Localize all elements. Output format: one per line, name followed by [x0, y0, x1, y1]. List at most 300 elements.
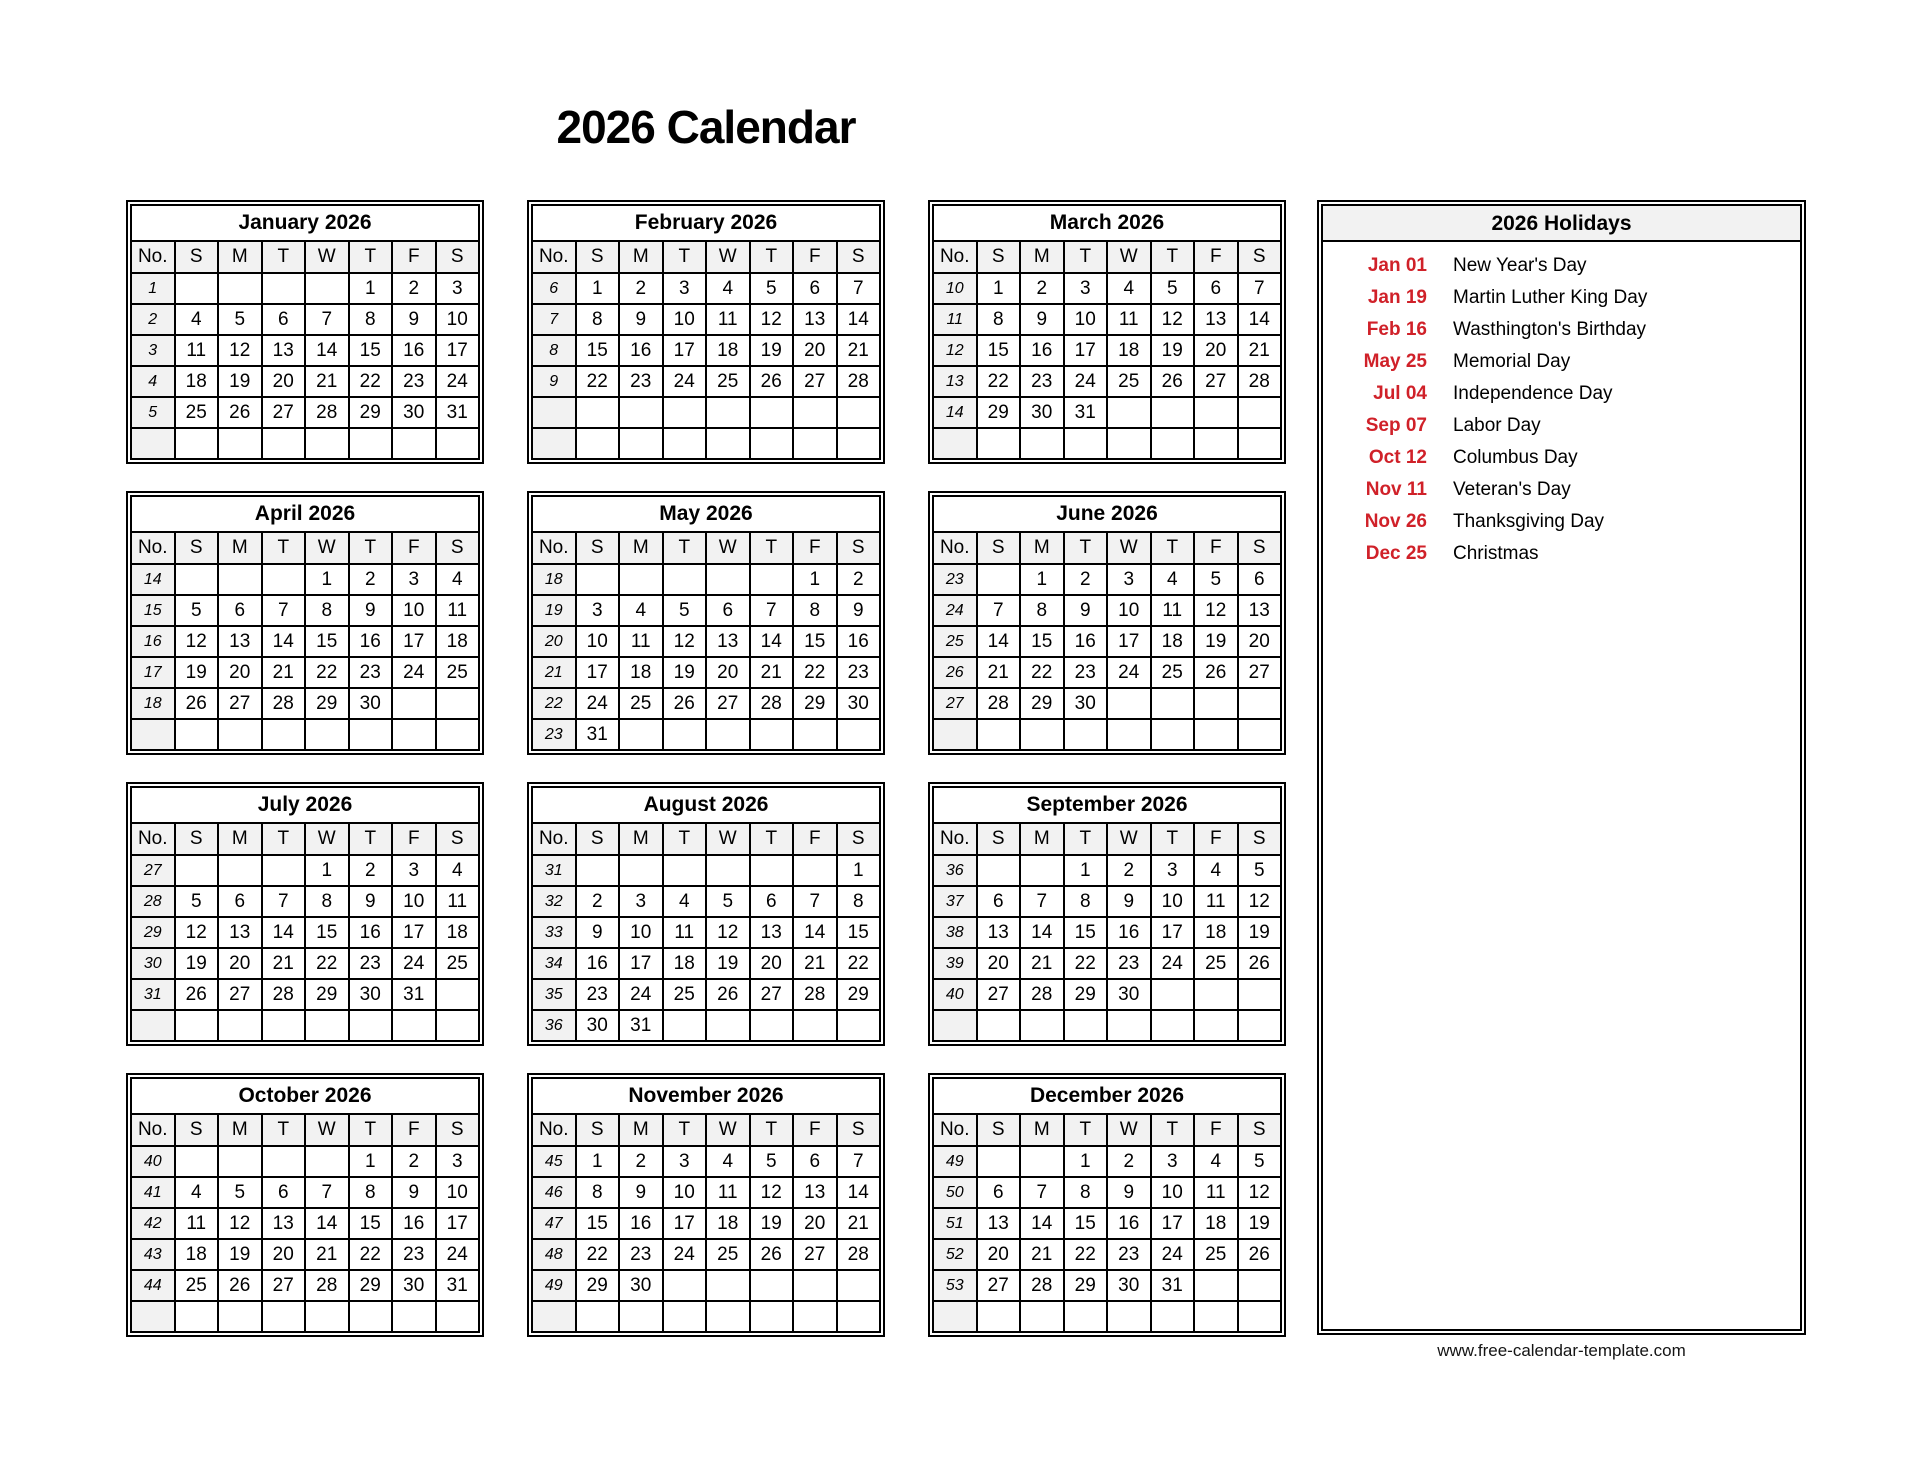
- day-header-cell: S: [576, 532, 620, 564]
- week-number-cell: 14: [131, 564, 175, 595]
- day-cell: 7: [1238, 273, 1282, 304]
- week-row: [131, 657, 479, 688]
- day-cell: 13: [706, 626, 750, 657]
- week-row: [933, 1270, 1281, 1301]
- day-cell: 24: [619, 979, 663, 1010]
- day-cell: [1194, 397, 1238, 428]
- week-number-cell: 9: [532, 366, 576, 397]
- day-header-cell: T: [663, 532, 707, 564]
- day-cell: [262, 719, 306, 750]
- week-number-cell: 24: [933, 595, 977, 626]
- day-cell: 10: [663, 1177, 707, 1208]
- day-cell: 16: [349, 917, 393, 948]
- day-cell: 24: [436, 1239, 480, 1270]
- week-number-cell: 44: [131, 1270, 175, 1301]
- day-header-cell: F: [392, 1114, 436, 1146]
- day-header-cell: M: [218, 241, 262, 273]
- day-cell: [576, 1301, 620, 1332]
- day-cell: 17: [436, 1208, 480, 1239]
- day-cell: 22: [793, 657, 837, 688]
- day-cell: [1194, 719, 1238, 750]
- day-cell: 30: [1107, 979, 1151, 1010]
- day-cell: 18: [706, 1208, 750, 1239]
- day-cell: [1151, 688, 1195, 719]
- day-cell: 5: [750, 1146, 794, 1177]
- day-cell: 23: [576, 979, 620, 1010]
- day-cell: 4: [663, 886, 707, 917]
- day-cell: 14: [305, 1208, 349, 1239]
- day-cell: [837, 1010, 881, 1041]
- day-cell: 14: [305, 335, 349, 366]
- day-cell: 12: [175, 917, 219, 948]
- day-header-cell: M: [1020, 1114, 1064, 1146]
- day-cell: 13: [262, 1208, 306, 1239]
- holiday-name: Labor Day: [1453, 415, 1541, 436]
- week-row: [532, 917, 880, 948]
- day-cell: [576, 397, 620, 428]
- day-cell: 4: [1194, 1146, 1238, 1177]
- day-cell: 1: [1064, 1146, 1108, 1177]
- month-day-header-row: [532, 241, 880, 273]
- day-cell: 7: [837, 273, 881, 304]
- day-cell: [977, 428, 1021, 459]
- day-cell: [175, 564, 219, 595]
- day-cell: 1: [576, 273, 620, 304]
- day-cell: [1020, 1010, 1064, 1041]
- day-cell: 28: [1020, 1270, 1064, 1301]
- week-number-header-cell: No.: [532, 532, 576, 564]
- holidays-panel-inner: [1321, 204, 1802, 1331]
- day-cell: 8: [793, 595, 837, 626]
- day-cell: [1151, 979, 1195, 1010]
- day-cell: 11: [1151, 595, 1195, 626]
- day-cell: 4: [1107, 273, 1151, 304]
- day-cell: 29: [576, 1270, 620, 1301]
- holiday-item: [1323, 314, 1800, 346]
- day-cell: 7: [793, 886, 837, 917]
- day-header-cell: S: [837, 532, 881, 564]
- day-header-cell: S: [837, 823, 881, 855]
- day-cell: 12: [1151, 304, 1195, 335]
- day-cell: 23: [1020, 366, 1064, 397]
- week-row: [933, 304, 1281, 335]
- day-cell: 2: [349, 564, 393, 595]
- day-cell: [1151, 1010, 1195, 1041]
- day-cell: 6: [262, 304, 306, 335]
- day-cell: 19: [218, 1239, 262, 1270]
- day-cell: 30: [1064, 688, 1108, 719]
- month-april: [126, 491, 484, 755]
- day-cell: 29: [977, 397, 1021, 428]
- day-cell: [706, 397, 750, 428]
- day-cell: 10: [1151, 886, 1195, 917]
- week-row: [131, 1239, 479, 1270]
- day-cell: [1238, 1301, 1282, 1332]
- day-cell: 22: [576, 366, 620, 397]
- day-cell: 8: [1020, 595, 1064, 626]
- month-body: [131, 564, 479, 750]
- week-number-cell: 40: [933, 979, 977, 1010]
- day-cell: 25: [1107, 366, 1151, 397]
- day-cell: 28: [1020, 979, 1064, 1010]
- day-cell: 21: [977, 657, 1021, 688]
- day-cell: 6: [1238, 564, 1282, 595]
- week-number-cell: 7: [532, 304, 576, 335]
- day-cell: 20: [218, 657, 262, 688]
- day-cell: 2: [392, 1146, 436, 1177]
- day-cell: 12: [218, 335, 262, 366]
- day-cell: 21: [305, 366, 349, 397]
- day-cell: 28: [977, 688, 1021, 719]
- week-number-header-cell: No.: [131, 532, 175, 564]
- day-cell: [750, 719, 794, 750]
- day-cell: 10: [392, 886, 436, 917]
- day-cell: [262, 428, 306, 459]
- day-cell: [1238, 1010, 1282, 1041]
- day-cell: 26: [218, 1270, 262, 1301]
- day-header-cell: F: [392, 241, 436, 273]
- week-number-cell: 27: [933, 688, 977, 719]
- footer-url: www.free-calendar-template.com: [1437, 1341, 1686, 1360]
- day-cell: 21: [305, 1239, 349, 1270]
- week-number-cell: 25: [933, 626, 977, 657]
- day-header-cell: S: [436, 532, 480, 564]
- day-cell: [1020, 1301, 1064, 1332]
- day-cell: [436, 688, 480, 719]
- day-cell: 3: [436, 1146, 480, 1177]
- day-cell: 17: [619, 948, 663, 979]
- month-february: [527, 200, 885, 464]
- day-cell: 19: [1151, 335, 1195, 366]
- day-cell: 29: [1020, 688, 1064, 719]
- day-cell: [619, 719, 663, 750]
- day-cell: [793, 1301, 837, 1332]
- day-header-cell: S: [837, 241, 881, 273]
- week-row: [131, 1301, 479, 1332]
- holiday-name: Christmas: [1453, 543, 1539, 564]
- holiday-item: [1323, 346, 1800, 378]
- day-cell: 18: [175, 366, 219, 397]
- day-header-cell: F: [793, 241, 837, 273]
- holiday-name: Thanksgiving Day: [1453, 511, 1605, 532]
- day-cell: 8: [576, 304, 620, 335]
- day-cell: 6: [706, 595, 750, 626]
- day-cell: 12: [175, 626, 219, 657]
- day-header-cell: T: [750, 823, 794, 855]
- day-cell: 8: [977, 304, 1021, 335]
- day-cell: 10: [1064, 304, 1108, 335]
- day-cell: [663, 1010, 707, 1041]
- month-title: December 2026: [933, 1078, 1281, 1114]
- day-cell: 29: [837, 979, 881, 1010]
- day-cell: [392, 719, 436, 750]
- day-cell: 5: [750, 273, 794, 304]
- day-cell: [175, 428, 219, 459]
- week-row: [532, 304, 880, 335]
- week-row: [532, 626, 880, 657]
- week-row: [532, 1208, 880, 1239]
- day-cell: [392, 688, 436, 719]
- day-cell: 8: [576, 1177, 620, 1208]
- day-cell: [1194, 1301, 1238, 1332]
- month-july: [126, 782, 484, 1046]
- day-cell: 9: [349, 886, 393, 917]
- day-cell: 6: [218, 886, 262, 917]
- day-header-cell: W: [305, 241, 349, 273]
- day-cell: 31: [436, 1270, 480, 1301]
- day-cell: 12: [1238, 1177, 1282, 1208]
- day-cell: 5: [1194, 564, 1238, 595]
- week-number-cell: 48: [532, 1239, 576, 1270]
- day-cell: 15: [305, 626, 349, 657]
- week-number-cell: [532, 397, 576, 428]
- week-row: [933, 626, 1281, 657]
- week-row: [532, 855, 880, 886]
- holiday-name: Memorial Day: [1453, 351, 1571, 372]
- week-row: [532, 428, 880, 459]
- week-row: [131, 428, 479, 459]
- day-cell: 11: [436, 595, 480, 626]
- day-cell: 24: [1064, 366, 1108, 397]
- day-cell: [619, 428, 663, 459]
- day-cell: [305, 1146, 349, 1177]
- week-number-header-cell: No.: [933, 823, 977, 855]
- day-cell: [1107, 719, 1151, 750]
- day-cell: 19: [218, 366, 262, 397]
- day-cell: [1194, 1010, 1238, 1041]
- day-header-cell: S: [977, 241, 1021, 273]
- day-cell: [1107, 428, 1151, 459]
- holiday-date: May 25: [1363, 351, 1427, 372]
- day-cell: [706, 1301, 750, 1332]
- day-cell: [175, 855, 219, 886]
- day-cell: 22: [349, 366, 393, 397]
- day-cell: 10: [1107, 595, 1151, 626]
- day-cell: 11: [175, 1208, 219, 1239]
- day-header-cell: F: [1194, 532, 1238, 564]
- day-cell: 24: [663, 1239, 707, 1270]
- day-cell: [1020, 1146, 1064, 1177]
- week-number-cell: 40: [131, 1146, 175, 1177]
- day-cell: 26: [663, 688, 707, 719]
- day-cell: 3: [663, 273, 707, 304]
- day-cell: [793, 428, 837, 459]
- day-cell: [1194, 688, 1238, 719]
- day-cell: [837, 428, 881, 459]
- day-cell: [750, 428, 794, 459]
- day-cell: 9: [392, 1177, 436, 1208]
- week-row: [532, 1010, 880, 1041]
- day-cell: 21: [837, 335, 881, 366]
- day-header-cell: S: [977, 1114, 1021, 1146]
- day-cell: 15: [977, 335, 1021, 366]
- holiday-name: Veteran's Day: [1453, 479, 1571, 500]
- day-cell: 28: [262, 979, 306, 1010]
- day-header-cell: T: [663, 1114, 707, 1146]
- week-number-cell: [933, 1301, 977, 1332]
- month-body: [532, 273, 880, 459]
- day-header-cell: T: [262, 1114, 306, 1146]
- day-cell: 20: [793, 1208, 837, 1239]
- week-row: [131, 886, 479, 917]
- day-header-cell: S: [175, 532, 219, 564]
- week-number-cell: 13: [933, 366, 977, 397]
- day-cell: 11: [1107, 304, 1151, 335]
- day-cell: 26: [175, 979, 219, 1010]
- day-cell: 22: [837, 948, 881, 979]
- day-cell: 24: [1107, 657, 1151, 688]
- day-cell: 31: [1064, 397, 1108, 428]
- holidays-list: [1323, 242, 1800, 570]
- day-cell: 26: [1151, 366, 1195, 397]
- week-row: [131, 979, 479, 1010]
- day-header-cell: F: [793, 1114, 837, 1146]
- day-cell: 20: [262, 366, 306, 397]
- day-cell: 2: [837, 564, 881, 595]
- week-number-cell: 12: [933, 335, 977, 366]
- week-row: [933, 1146, 1281, 1177]
- day-cell: 26: [706, 979, 750, 1010]
- week-row: [532, 1270, 880, 1301]
- week-number-cell: 41: [131, 1177, 175, 1208]
- week-row: [131, 273, 479, 304]
- day-cell: [262, 1301, 306, 1332]
- day-header-cell: T: [750, 532, 794, 564]
- week-number-cell: 33: [532, 917, 576, 948]
- day-cell: 22: [305, 657, 349, 688]
- day-cell: 14: [750, 626, 794, 657]
- day-cell: 7: [305, 304, 349, 335]
- week-number-cell: 42: [131, 1208, 175, 1239]
- day-cell: 20: [1238, 626, 1282, 657]
- day-cell: 14: [977, 626, 1021, 657]
- day-cell: [305, 1010, 349, 1041]
- day-cell: [1194, 428, 1238, 459]
- day-cell: 16: [349, 626, 393, 657]
- month-day-header-row: [933, 1114, 1281, 1146]
- week-row: [131, 1010, 479, 1041]
- week-number-cell: 17: [131, 657, 175, 688]
- day-cell: 2: [619, 273, 663, 304]
- month-body: [131, 855, 479, 1041]
- day-cell: 9: [1020, 304, 1064, 335]
- day-cell: 25: [1151, 657, 1195, 688]
- month-day-header-row: [532, 823, 880, 855]
- day-cell: 18: [1151, 626, 1195, 657]
- day-cell: [436, 979, 480, 1010]
- week-number-cell: [131, 1010, 175, 1041]
- day-cell: 20: [1194, 335, 1238, 366]
- day-header-cell: T: [349, 1114, 393, 1146]
- day-cell: [392, 428, 436, 459]
- day-cell: [750, 397, 794, 428]
- month-day-header-row: [532, 1114, 880, 1146]
- day-cell: [837, 397, 881, 428]
- day-cell: [1107, 688, 1151, 719]
- week-row: [933, 657, 1281, 688]
- week-number-cell: 2: [131, 304, 175, 335]
- day-cell: 21: [837, 1208, 881, 1239]
- day-cell: [1064, 428, 1108, 459]
- week-number-cell: 35: [532, 979, 576, 1010]
- month-title: November 2026: [532, 1078, 880, 1114]
- day-cell: 21: [262, 948, 306, 979]
- day-cell: [977, 1146, 1021, 1177]
- day-cell: 9: [1064, 595, 1108, 626]
- day-cell: 23: [392, 1239, 436, 1270]
- day-cell: 11: [436, 886, 480, 917]
- week-row: [933, 688, 1281, 719]
- day-cell: 1: [305, 855, 349, 886]
- month-september: [928, 782, 1286, 1046]
- week-number-cell: [131, 1301, 175, 1332]
- week-number-cell: 50: [933, 1177, 977, 1208]
- day-cell: 23: [349, 948, 393, 979]
- day-header-cell: M: [218, 1114, 262, 1146]
- week-number-cell: 23: [532, 719, 576, 750]
- day-cell: 21: [1020, 948, 1064, 979]
- day-header-cell: S: [1238, 241, 1282, 273]
- day-cell: 18: [1194, 1208, 1238, 1239]
- day-cell: 25: [175, 1270, 219, 1301]
- day-cell: [793, 1010, 837, 1041]
- day-cell: 4: [175, 1177, 219, 1208]
- day-cell: 30: [576, 1010, 620, 1041]
- holiday-date: Dec 25: [1365, 543, 1427, 564]
- day-header-cell: W: [1107, 241, 1151, 273]
- day-cell: 28: [305, 397, 349, 428]
- week-number-cell: [933, 1010, 977, 1041]
- month-body: [933, 273, 1281, 459]
- holiday-date: Nov 26: [1364, 511, 1427, 532]
- day-cell: 27: [977, 979, 1021, 1010]
- week-number-cell: 36: [532, 1010, 576, 1041]
- day-cell: 1: [977, 273, 1021, 304]
- day-header-cell: F: [793, 823, 837, 855]
- day-cell: 16: [1107, 917, 1151, 948]
- holiday-date: Feb 16: [1366, 319, 1427, 340]
- day-cell: 2: [392, 273, 436, 304]
- day-cell: 5: [1151, 273, 1195, 304]
- day-cell: [218, 273, 262, 304]
- week-number-cell: [933, 719, 977, 750]
- week-row: [933, 1010, 1281, 1041]
- day-cell: 13: [750, 917, 794, 948]
- day-cell: 11: [1194, 1177, 1238, 1208]
- day-cell: 13: [218, 917, 262, 948]
- week-row: [131, 304, 479, 335]
- day-cell: 5: [175, 886, 219, 917]
- day-cell: 7: [1020, 1177, 1064, 1208]
- week-number-cell: [933, 428, 977, 459]
- day-cell: 10: [663, 304, 707, 335]
- day-cell: 17: [663, 1208, 707, 1239]
- week-row: [532, 979, 880, 1010]
- day-cell: 24: [1151, 1239, 1195, 1270]
- day-cell: 23: [392, 366, 436, 397]
- day-cell: 5: [218, 1177, 262, 1208]
- holiday-name: Columbus Day: [1453, 447, 1578, 468]
- day-cell: 5: [218, 304, 262, 335]
- day-cell: 30: [619, 1270, 663, 1301]
- day-cell: 13: [1238, 595, 1282, 626]
- day-cell: [837, 719, 881, 750]
- day-cell: [218, 855, 262, 886]
- day-cell: 25: [706, 366, 750, 397]
- month-day-header-row: [933, 823, 1281, 855]
- day-header-cell: T: [1151, 823, 1195, 855]
- day-cell: 2: [576, 886, 620, 917]
